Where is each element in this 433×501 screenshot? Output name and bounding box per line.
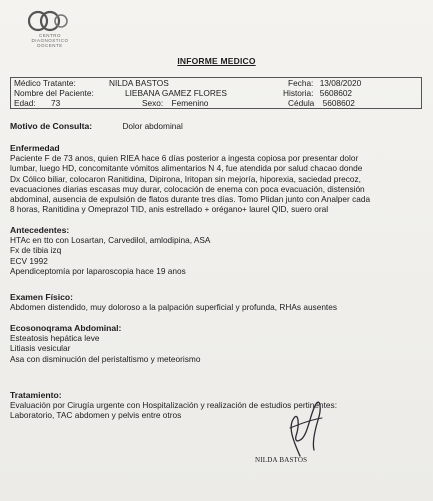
examen-section <box>10 292 424 312</box>
id-value: 5608602 <box>322 98 355 108</box>
id-field <box>288 98 355 108</box>
examen-line: Abdomen distendido, muy doloroso a la palpación superficial y profunda, RHAs ausentes <box>10 302 337 313</box>
antecedentes-heading: Antecedentes: <box>10 225 70 235</box>
enfermedad-line: 8 horas, Ranitidina y Omeprazol TID, anis estrellado + orégano+ laurel QID, suero oral <box>10 204 329 215</box>
info-row-doctor <box>14 78 169 88</box>
age-label: Edad: <box>14 98 36 108</box>
sex-label: Sexo: <box>142 98 164 108</box>
history-field <box>283 88 352 98</box>
doctor-value: NILDA BASTOS <box>109 78 169 88</box>
enfermedad-line: Paciente F de 73 anos, quien RIEA hace 6 días posterior a ingesta copiosa por presentar dolor <box>10 153 359 164</box>
enfermedad-line: Dx Cólico biliar, colocaron Ranitidina, Dipirona, Iritopan sin mejoría, hiporexia, saciedad precoz, <box>10 173 361 184</box>
patient-info-box <box>10 77 422 109</box>
tratamiento-heading: Tratamiento: <box>10 390 62 400</box>
id-label: Cédula <box>288 98 315 108</box>
date-label: Fecha: <box>288 78 314 88</box>
date-value: 13/08/2020 <box>319 78 362 88</box>
age-value: 73 <box>51 98 61 108</box>
patient-value: LIEBANA GAMEZ FLORES <box>125 88 227 98</box>
history-value: 5608602 <box>319 88 353 98</box>
report-title: INFORME MEDICO <box>177 56 256 66</box>
motivo-heading: Motivo de Consulta: <box>10 121 93 131</box>
enfermedad-section <box>10 143 424 214</box>
clinic-logo <box>20 10 76 50</box>
eco-line: Litiasis vesicular <box>10 343 71 354</box>
tratamiento-line: Laboratorio, TAC abdomen y pelvis entre otros <box>10 410 182 421</box>
info-row-age <box>14 98 61 108</box>
signature-name: NILDA BASTOS <box>255 456 308 464</box>
motivo-section <box>10 121 424 131</box>
enfermedad-line: abdominal, ausencia de expulsión de flatos durante tres días. Tomo Plidan junto con Analper cada <box>10 194 371 205</box>
eco-section <box>10 323 424 364</box>
handwritten-signature <box>270 398 340 463</box>
eco-line: Asa con disminución del peristaltismo y meteorismo <box>10 353 201 364</box>
info-row-patient <box>14 88 227 98</box>
antecedentes-line: Apendiceptomía por laparoscopia hace 19 anos <box>10 265 186 276</box>
sex-field <box>142 98 208 108</box>
antecedentes-section <box>10 225 424 276</box>
history-label: Historia: <box>283 88 314 98</box>
eco-line: Esteatosis hepática leve <box>10 333 100 344</box>
logo-line-1: CENTRO <box>39 33 61 38</box>
date-field <box>288 78 361 88</box>
antecedentes-line: Fx de tibia izq <box>10 245 62 256</box>
enfermedad-line: lumbar, luego HD, concomitante vómitos alimentarios N 4, fue atendida por salud chacao donde <box>10 163 363 174</box>
enfermedad-line: evacuaciones diarias escasas muy durar, colocación de enema con poca evacuación, distensión <box>10 183 365 194</box>
sex-value: Femenino <box>171 98 209 108</box>
logo-line-2: DIAGNOSTICO <box>31 38 69 43</box>
motivo-value: Dolor abdominal <box>122 121 183 131</box>
eco-heading: Ecosonoqrama Abdominal: <box>10 323 122 333</box>
enfermedad-heading: Enfermedad <box>10 143 60 153</box>
antecedentes-line: HTAc en tto con Losartan, Carvedilol, amlodipina, ASA <box>10 235 211 246</box>
logo-line-3: DOCENTE <box>37 43 63 48</box>
tratamiento-line: Evaluación por Cirugía urgente con Hospitalización y realización de estudios pertinentes: <box>10 400 337 411</box>
patient-label: Nombre del Paciente: <box>14 88 94 98</box>
doctor-label: Médico Tratante: <box>14 78 76 88</box>
examen-heading: Examen Físico: <box>10 292 74 302</box>
antecedentes-line: ECV 1992 <box>10 255 48 266</box>
tratamiento-section <box>10 390 424 421</box>
